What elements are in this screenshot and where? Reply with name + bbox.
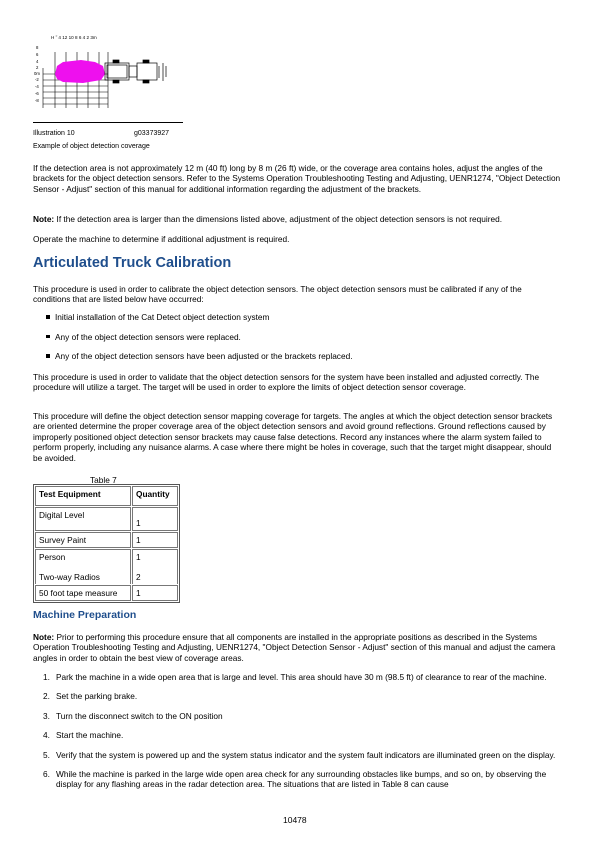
note-label: Note: [33, 214, 55, 224]
intro-paragraph: If the detection area is not approximately 12 m (40 ft) long by 8 m (26 ft) wide, or the coverage area contains holes, adjust the angles of the brackets for the object detection sensors. Refer to the Systems Operation Troubleshooting Testing and Adjusting, UENR1274, "Object Detection Sensor - Adjust" section of this manual for additional information regarding the adjustment of the brackets. [33, 163, 561, 194]
section-title: Articulated Truck Calibration [33, 255, 232, 271]
table-header: Quantity [132, 486, 178, 506]
list-item: Any of the object detection sensors were replaced. [46, 332, 546, 352]
truck-icon [105, 60, 166, 83]
table-cell: 50 foot tape measure [35, 585, 131, 601]
left-scale-label: 4 [36, 59, 39, 64]
object-detection-coverage-diagram [33, 32, 183, 120]
section-intro-paragraph: This procedure is used in order to calibrate the object detection sensors. The object detection sensors must be calibrated if any of the conditions that are listed below have occurred: [33, 284, 522, 305]
prep-note-paragraph [33, 632, 561, 663]
table-cell: 1 [132, 507, 178, 531]
left-scale-label: -6 [35, 91, 39, 96]
table-header-row [35, 486, 178, 506]
list-item: 3. Turn the disconnect switch to the ON position [43, 710, 223, 721]
table-caption: Table 7 [90, 475, 117, 485]
coverage-area [55, 60, 105, 83]
table-cell: Person Two-way Radios [35, 549, 131, 584]
left-scale-label: 0m [34, 71, 40, 76]
operate-paragraph: Operate the machine to determine if additional adjustment is required. [33, 234, 290, 244]
left-scale-label: -4 [35, 84, 39, 89]
table-row [35, 532, 178, 548]
note-text: Prior to performing this procedure ensure that all components are installed in the appropriate positions as described in the Systems Operation Troubleshooting Testing and Adjusting, UENR1274, "Object Detection Sensor - Adjust" section of this manual and adjust the camera angles in order to obtain the best view of coverage areas. [33, 632, 556, 663]
left-scale-label: 2 [36, 65, 39, 70]
table-header: Test Equipment [35, 486, 131, 506]
left-scale-label: -2 [35, 77, 39, 82]
illustration-caption: Example of object detection coverage [33, 143, 150, 150]
list-item: 5. Verify that the system is powered up and the system status indicator and the system fault indicators are illuminated green on the display. [43, 749, 556, 760]
list-item: 1. Park the machine in a wide open area that is large and level. This area should have 30 m (98.5 ft) of clearance to rear of the machine. [43, 672, 547, 682]
validate-paragraph: This procedure is used in order to validate that the object detection sensors for the system have been installed and adjusted correctly. The procedure will utilize a target. The target will be used in order to explore the limits of object detection sensor coverage. [33, 372, 540, 393]
table-row [35, 585, 178, 601]
note-paragraph [33, 214, 561, 224]
list-item: 2. Set the parking brake. [43, 691, 138, 702]
preparation-steps [33, 672, 561, 799]
caption-divider [33, 122, 183, 123]
note-label: Note: [33, 632, 55, 642]
table-cell: 1 2 [132, 549, 178, 584]
table-cell: 1 [132, 585, 178, 601]
note-text: If the detection area is larger than the dimensions listed above, adjustment of the object detection sensors is not required. [54, 214, 503, 224]
left-scale [34, 45, 40, 103]
page-number: 10478 [283, 815, 307, 825]
table-cell: Digital Level [35, 507, 131, 531]
list-item: 6. While the machine is parked in the large wide open area check for any surrounding obstacles like bumps, and so on, by observing the display for any flashing areas in the radar detection area. The situations that are listed in Table 8 can cause [43, 769, 547, 790]
left-scale-label: -8 [35, 98, 39, 103]
subsection-title: Machine Preparation [33, 609, 137, 621]
table-cell: 1 [132, 532, 178, 548]
table-cell: Survey Paint [35, 532, 131, 548]
illustration-number: Illustration 10 [33, 130, 75, 137]
table-row [35, 549, 178, 584]
illustration-code: g03373927 [134, 130, 170, 137]
conditions-list [46, 312, 546, 371]
left-scale-label: 6 [36, 52, 39, 57]
mapping-paragraph: This procedure will define the object detection sensor mapping coverage for targets. The angles at which the object detection sensor brackets are oriented determine the proper coverage area of the object detection sensors and avoid ground reflections. Ground reflections caused by improperly positioned object detection sensor brackets may cause false detections. Record any instances where the alarm system failed to perform properly, including any nuisance alarms. A case where there might be holes in coverage, such that the target might disappear, should be avoided. [33, 411, 553, 463]
list-item: Any of the object detection sensors have been adjusted or the brackets replaced. [46, 351, 546, 371]
list-item: Initial installation of the Cat Detect object detection system [46, 312, 546, 332]
table-row [35, 507, 178, 531]
left-scale-label: 8 [36, 45, 39, 50]
top-scale-label: H ˜ 4 12 10 8 6 4 2 3m [51, 35, 97, 40]
illustration [33, 32, 183, 120]
list-item: 4. Start the machine. [43, 730, 124, 741]
test-equipment-table [33, 484, 180, 603]
